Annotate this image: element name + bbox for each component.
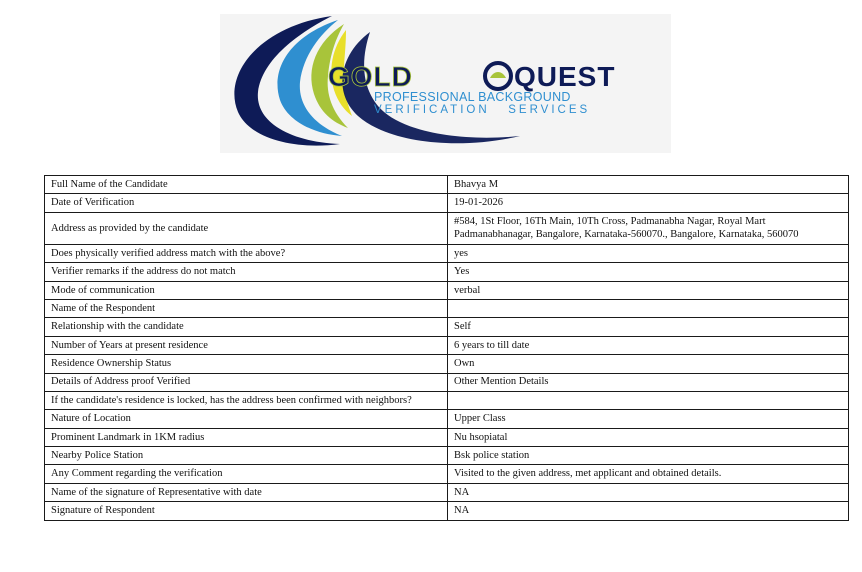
field-label: If the candidate's residence is locked, has the address been confirmed with neighbors? — [45, 391, 448, 409]
table-row — [45, 263, 849, 281]
field-label: Verifier remarks if the address do not match — [45, 263, 448, 281]
table-row — [45, 281, 849, 299]
field-label: Address as provided by the candidate — [45, 212, 448, 244]
table-row — [45, 465, 849, 483]
report-table-body — [45, 176, 849, 521]
field-value — [448, 299, 849, 317]
field-label: Full Name of the Candidate — [45, 176, 448, 194]
logo-tagline-2: VERIFICATION SERVICES — [374, 104, 591, 116]
table-row — [45, 373, 849, 391]
table-row — [45, 336, 849, 354]
table-row — [45, 244, 849, 262]
field-value: Nu hsopiatal — [448, 428, 849, 446]
field-label: Prominent Landmark in 1KM radius — [45, 428, 448, 446]
field-label: Relationship with the candidate — [45, 318, 448, 336]
table-row — [45, 447, 849, 465]
field-value: 6 years to till date — [448, 336, 849, 354]
table-row — [45, 410, 849, 428]
table-row — [45, 212, 849, 244]
table-row — [45, 428, 849, 446]
field-value: #584, 1St Floor, 16Th Main, 10Th Cross, Padmanabha Nagar, Royal Mart Padmanabhanagar, Bangalore, Karnataka-560070., Bangalore, Karnataka, 560070 — [448, 212, 849, 244]
globe-leaf — [490, 72, 506, 78]
table-row — [45, 299, 849, 317]
field-value: Bhavya M — [448, 176, 849, 194]
field-value — [448, 391, 849, 409]
field-value: Bsk police station — [448, 447, 849, 465]
table-row — [45, 502, 849, 520]
field-value: 19-01-2026 — [448, 194, 849, 212]
field-value: NA — [448, 483, 849, 501]
logo-brand-quest: QUEST — [514, 61, 616, 92]
table-row — [45, 355, 849, 373]
company-logo — [220, 14, 671, 153]
table-row — [45, 176, 849, 194]
table-row — [45, 318, 849, 336]
field-value: NA — [448, 502, 849, 520]
field-label: Does physically verified address match with the above? — [45, 244, 448, 262]
field-value: Visited to the given address, met applicant and obtained details. — [448, 465, 849, 483]
field-label: Name of the signature of Representative with date — [45, 483, 448, 501]
field-label: Nature of Location — [45, 410, 448, 428]
field-value: Self — [448, 318, 849, 336]
field-label: Nearby Police Station — [45, 447, 448, 465]
field-label: Signature of Respondent — [45, 502, 448, 520]
field-label: Name of the Respondent — [45, 299, 448, 317]
field-label: Residence Ownership Status — [45, 355, 448, 373]
logo-tagline-1: PROFESSIONAL BACKGROUND — [374, 90, 571, 104]
field-value: Own — [448, 355, 849, 373]
table-row — [45, 391, 849, 409]
field-value: Yes — [448, 263, 849, 281]
field-value: Upper Class — [448, 410, 849, 428]
field-label: Details of Address proof Verified — [45, 373, 448, 391]
field-label: Number of Years at present residence — [45, 336, 448, 354]
field-value: verbal — [448, 281, 849, 299]
verification-report-table — [44, 175, 849, 521]
field-value: yes — [448, 244, 849, 262]
field-label: Date of Verification — [45, 194, 448, 212]
table-row — [45, 483, 849, 501]
table-row — [45, 194, 849, 212]
logo-brand-gold: GOLD — [328, 61, 413, 92]
goldquest-logo-graphic — [220, 14, 671, 153]
field-value: Other Mention Details — [448, 373, 849, 391]
field-label: Mode of communication — [45, 281, 448, 299]
field-label: Any Comment regarding the verification — [45, 465, 448, 483]
